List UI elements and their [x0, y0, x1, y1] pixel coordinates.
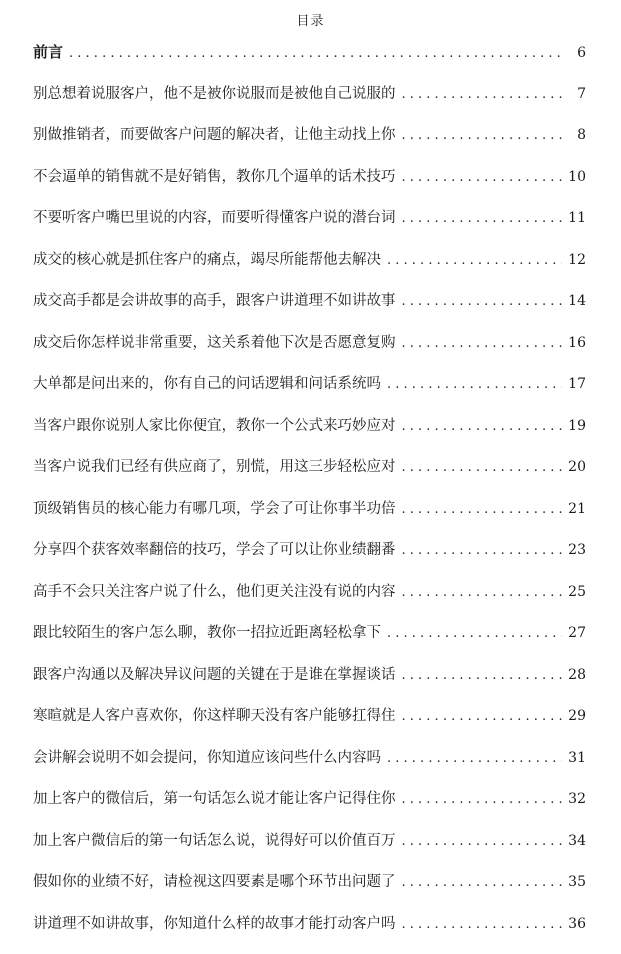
toc-entry-page-number: 23: [568, 542, 586, 558]
toc-entry-page-number: 8: [577, 127, 586, 143]
toc-entry-title: 前言: [33, 43, 64, 61]
toc-dot-leader: [402, 535, 563, 567]
toc-entry[interactable]: [33, 202, 586, 244]
toc-title: 目录: [296, 14, 325, 29]
toc-dot-leader: [402, 328, 563, 360]
toc-entry-title: 当客户说我们已经有供应商了，别慌，用这三步轻松应对: [33, 459, 396, 475]
toc-dot-leader: [387, 369, 562, 401]
toc-entry[interactable]: [33, 576, 586, 618]
toc-entry-page-number: 32: [568, 791, 586, 807]
toc-entry-page-number: 19: [568, 417, 586, 434]
toc-entry-title: 加上客户的微信后，第一句话怎么说才能让客户记得住你: [33, 791, 396, 807]
toc-dot-leader: [402, 494, 563, 526]
toc-list: [33, 36, 586, 949]
toc-dot-leader: [402, 826, 563, 858]
toc-dot-leader: [387, 245, 562, 277]
toc-entry-page-number: 31: [568, 749, 586, 766]
toc-dot-leader: [387, 618, 562, 650]
toc-entry[interactable]: [33, 659, 586, 701]
toc-entry[interactable]: [33, 285, 586, 327]
toc-dot-leader: [387, 743, 562, 775]
toc-dot-leader: [402, 286, 563, 318]
toc-entry-title: 别做推销者，而要做客户问题的解决者，让他主动找上你: [33, 127, 396, 143]
toc-entry-title: 分享四个获客效率翻倍的技巧，学会了可以让你业绩翻番: [33, 542, 396, 558]
toc-entry-title: 成交高手都是会讲故事的高手，跟客户讲道理不如讲故事: [33, 293, 396, 309]
toc-entry[interactable]: [33, 700, 586, 742]
toc-entry-title: 顶级销售员的核心能力有哪几项，学会了可让你事半功倍: [33, 500, 396, 517]
toc-entry-page-number: 7: [577, 85, 586, 102]
toc-dot-leader: [402, 909, 563, 941]
toc-entry[interactable]: [33, 119, 586, 161]
toc-entry-title: 不会逼单的销售就不是好销售，教你几个逼单的话术技巧: [33, 168, 396, 185]
toc-entry[interactable]: [33, 244, 586, 286]
toc-entry-title: 寒暄就是人客户喜欢你，你这样聊天没有客户能够扛得住: [33, 708, 396, 724]
toc-entry[interactable]: [33, 451, 586, 493]
toc-entry-title: 大单都是问出来的，你有自己的问话逻辑和问话系统吗: [33, 376, 381, 392]
toc-entry-page-number: 12: [568, 251, 586, 268]
toc-entry[interactable]: [33, 161, 586, 203]
toc-entry[interactable]: [33, 327, 586, 369]
toc-entry[interactable]: [33, 866, 586, 908]
toc-entry-title: 别总想着说服客户，他不是被你说服而是被他自己说服的: [33, 85, 396, 102]
toc-dot-leader: [402, 79, 563, 111]
toc-entry-title: 跟比较陌生的客户怎么聊，教你一招拉近距离轻松拿下: [33, 625, 381, 641]
toc-dot-leader: [402, 162, 563, 194]
toc-entry[interactable]: [33, 825, 586, 867]
toc-entry-title: 讲道理不如讲故事，你知道什么样的故事才能打动客户吗: [33, 915, 396, 932]
toc-dot-leader: [402, 784, 563, 816]
toc-entry-page-number: 27: [568, 625, 586, 641]
toc-dot-leader: [402, 660, 563, 692]
toc-entry-page-number: 6: [577, 45, 586, 61]
toc-entry-page-number: 29: [568, 708, 586, 724]
toc-entry[interactable]: [33, 78, 586, 120]
toc-entry-page-number: 11: [568, 210, 586, 226]
toc-entry[interactable]: [33, 783, 586, 825]
toc-entry-page-number: 16: [568, 334, 586, 351]
toc-entry-page-number: 14: [568, 293, 586, 309]
toc-entry[interactable]: [33, 534, 586, 576]
toc-entry-title: 加上客户微信后的第一句话怎么说，说得好可以价值百万: [33, 832, 396, 849]
toc-dot-leader: [402, 411, 563, 443]
toc-entry[interactable]: [33, 410, 586, 452]
toc-entry-page-number: 25: [568, 583, 586, 600]
toc-entry[interactable]: [33, 36, 586, 78]
toc-dot-leader: [402, 701, 563, 733]
toc-entry-title: 假如你的业绩不好，请检视这四要素是哪个环节出问题了: [33, 874, 396, 890]
toc-entry-page-number: 34: [568, 832, 586, 849]
toc-entry[interactable]: [33, 493, 586, 535]
toc-entry-page-number: 28: [568, 666, 586, 683]
toc-entry-page-number: 21: [568, 500, 586, 517]
toc-entry-title: 不要听客户嘴巴里说的内容，而要听得懂客户说的潜台词: [33, 210, 396, 226]
toc-dot-leader: [402, 452, 563, 484]
toc-dot-leader: [402, 577, 563, 609]
toc-entry-page-number: 17: [568, 376, 586, 392]
toc-dot-leader: [402, 120, 563, 152]
toc-dot-leader: [402, 867, 563, 899]
toc-entry-title: 高手不会只关注客户说了什么，他们更关注没有说的内容: [33, 583, 396, 600]
toc-entry[interactable]: [33, 617, 586, 659]
toc-entry[interactable]: [33, 742, 586, 784]
toc-dot-leader: [402, 203, 563, 235]
toc-entry-page-number: 36: [568, 915, 586, 932]
toc-entry-title: 会讲解会说明不如会提问，你知道应该问些什么内容吗: [33, 749, 381, 766]
toc-entry-title: 当客户跟你说别人家比你便宜，教你一个公式来巧妙应对: [33, 417, 396, 434]
toc-entry-title: 跟客户沟通以及解决异议问题的关键在于是谁在掌握谈话: [33, 666, 396, 683]
toc-entry-title: 成交后你怎样说非常重要，这关系着他下次是否愿意复购: [33, 334, 396, 351]
toc-entry[interactable]: [33, 908, 586, 950]
toc-entry-title: 成交的核心就是抓住客户的痛点，竭尽所能帮他去解决: [33, 251, 381, 268]
toc-entry-page-number: 20: [568, 459, 586, 475]
toc-entry-page-number: 10: [568, 168, 586, 185]
toc-dot-leader: [69, 38, 562, 70]
toc-entry-page-number: 35: [568, 874, 586, 890]
toc-entry[interactable]: [33, 368, 586, 410]
